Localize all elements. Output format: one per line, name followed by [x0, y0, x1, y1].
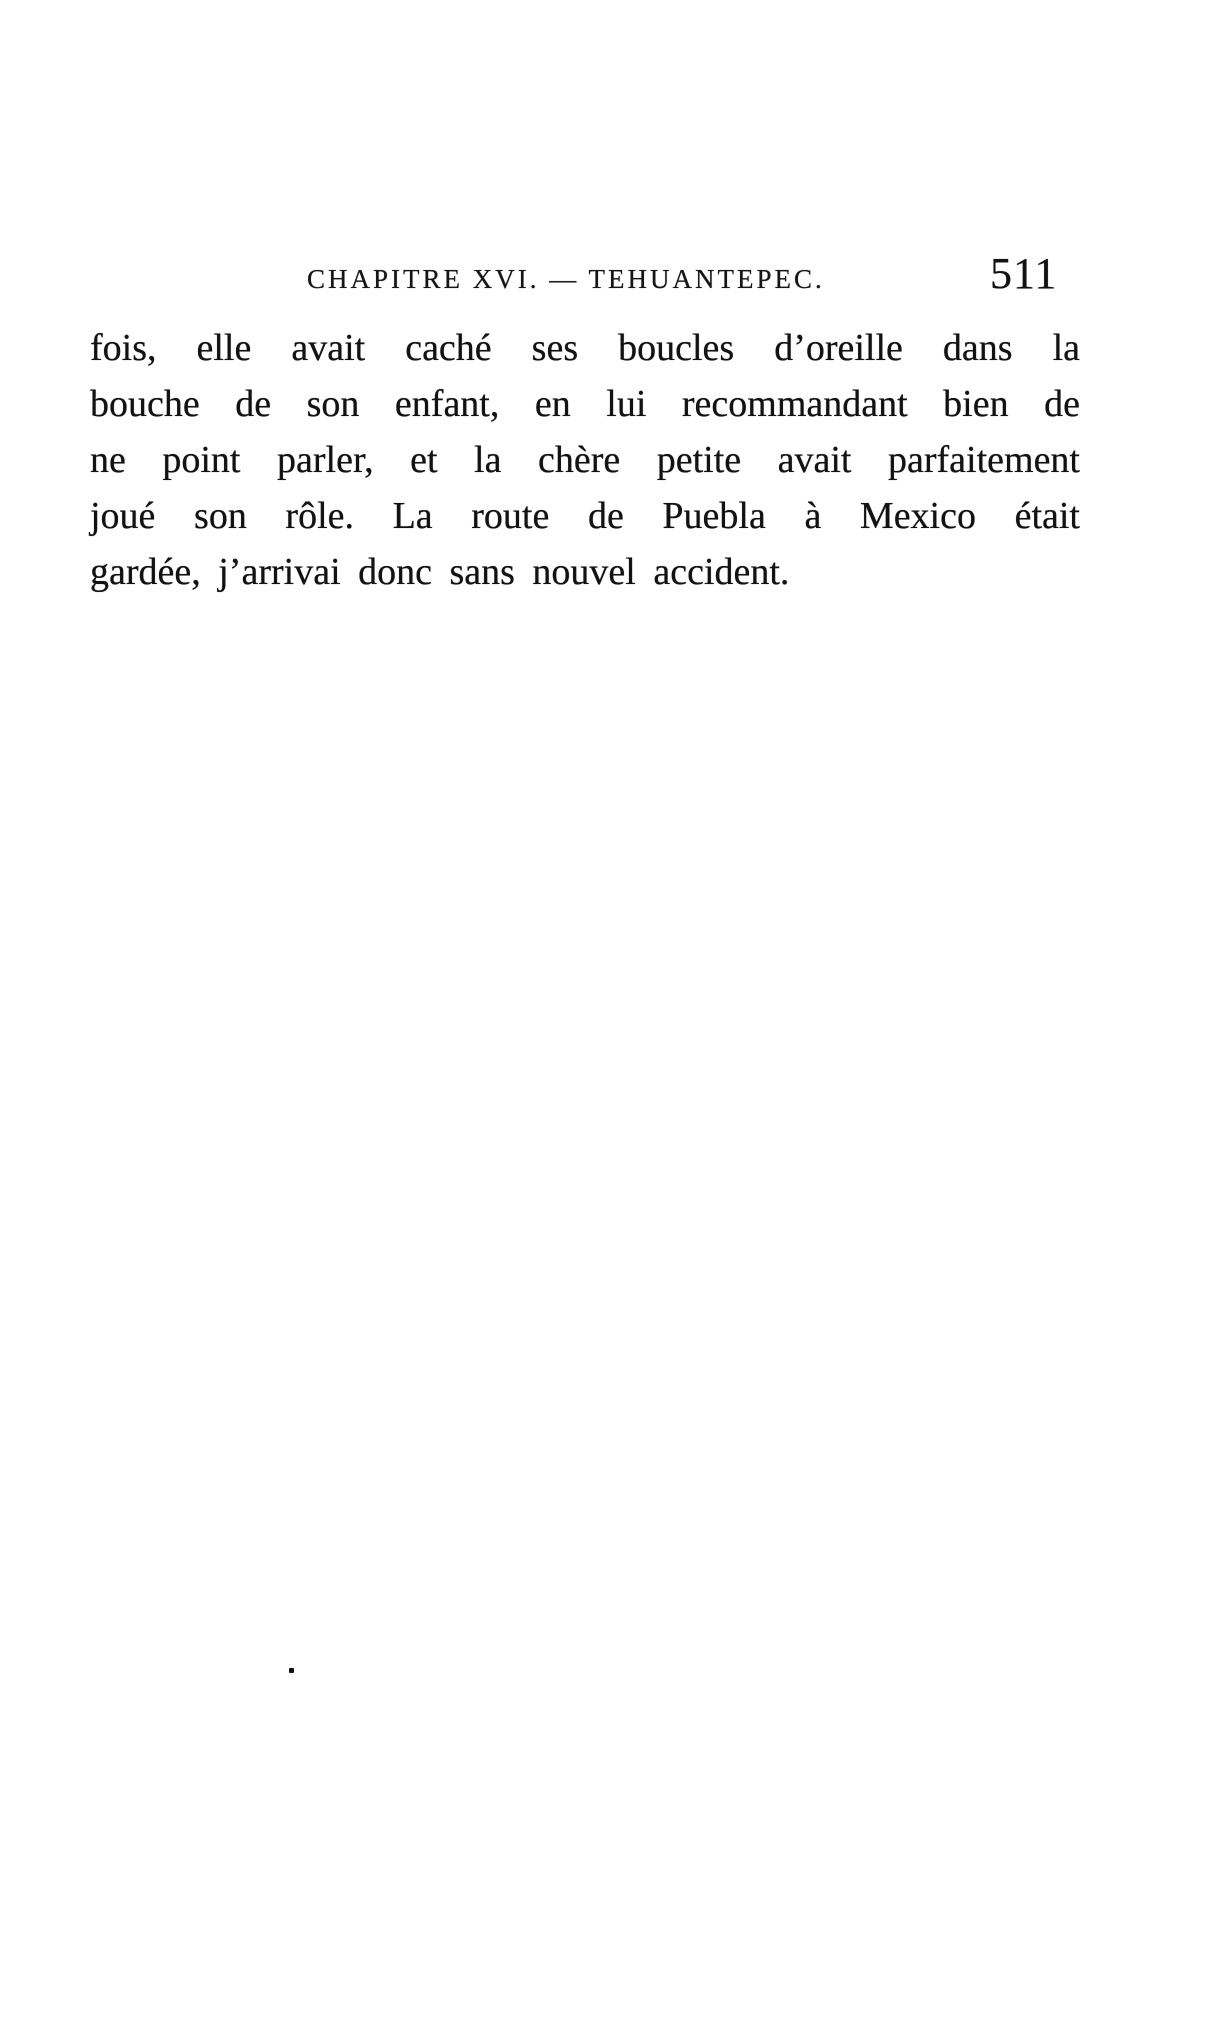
chapter-title: CHAPITRE XVI. — TEHUANTEPEC. [307, 264, 825, 294]
text-line: fois, elle avait caché ses boucles d’oreille dans la [90, 327, 1080, 369]
text-line: ne point parler, et la chère petite avait parfaitement [90, 439, 1080, 481]
text-line: bouche de son enfant, en lui recommandant bien de [90, 383, 1080, 425]
text-line: gardée, j’arrivai donc sans nouvel accident. [90, 551, 790, 593]
page-number: 511 [990, 249, 1058, 298]
paragraph [90, 320, 1080, 600]
running-header [0, 0, 1229, 310]
ink-speck [289, 1668, 294, 1673]
text-line: joué son rôle. La route de Puebla à Mexico était [90, 495, 1080, 537]
